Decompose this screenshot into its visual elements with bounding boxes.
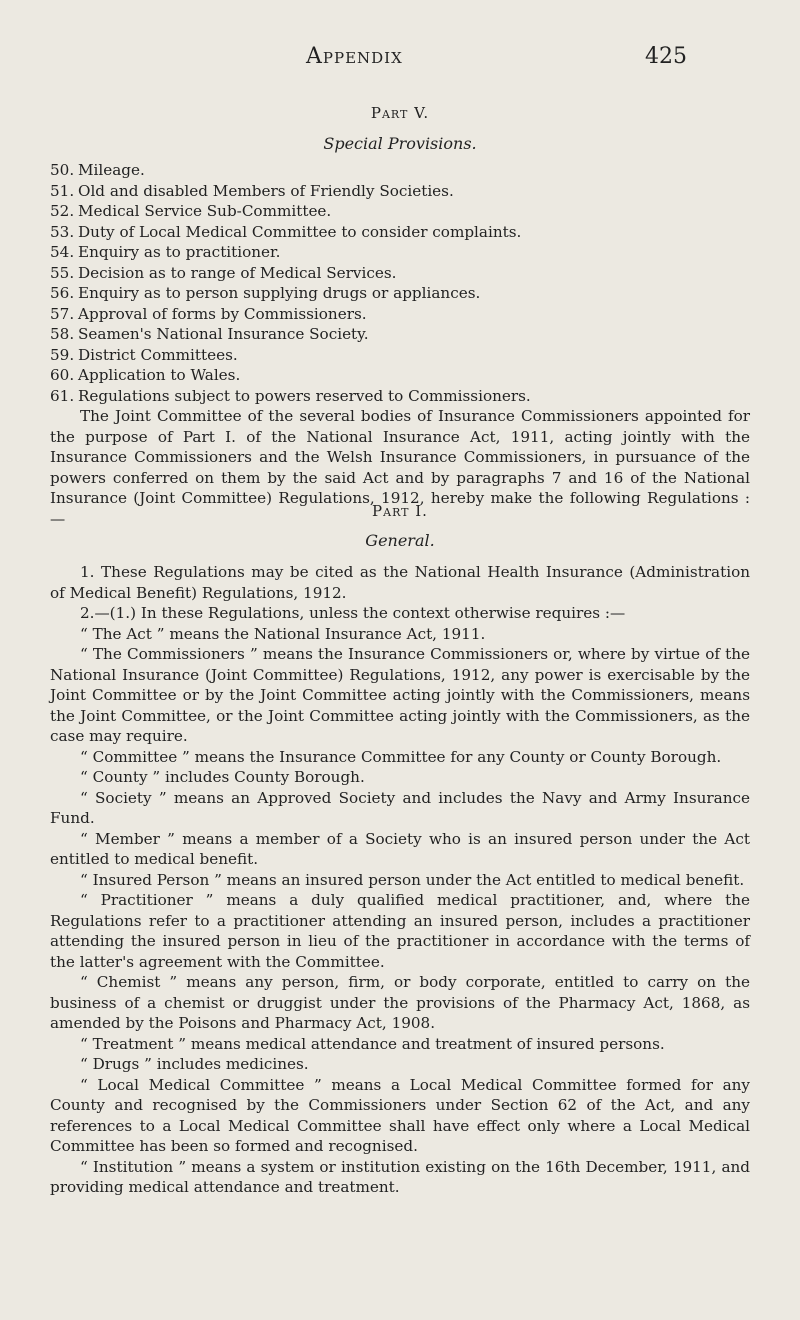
definition-treatment: “ Treatment ” means medical attendance and treatment of insured persons. bbox=[80, 1034, 665, 1053]
definition-commissioners: “ The Commissioners ” means the Insurance Commissioners or, where by virtue of the National Insurance (Joint Committee) Regulations, 1912, any power is exercisable by the Joint Committee or by the Joint Committee acting jointly with the Commissioners, means the Joint Committee, or the Joint Committee acting jointly with the Commissioners, as the case may require. bbox=[50, 645, 750, 745]
contents-item: 50. Mileage. bbox=[50, 161, 145, 179]
definition-practitioner: “ Practitioner ” means a duly qualified medical practitioner, and, where the Regulations refer to a practitioner attending an insured person, includes a practitioner attending the insured person in lieu of the practitioner in accordance with the terms of the latter's agreement with the Committee. bbox=[50, 891, 750, 971]
contents-item: 57. Approval of forms by Commissioners. bbox=[50, 304, 367, 323]
part-v-heading: Part V. bbox=[370, 104, 430, 122]
contents-item: 60. Application to Wales. bbox=[50, 366, 241, 384]
contents-item: 52. Medical Service Sub-Committee. bbox=[50, 202, 332, 220]
running-head bbox=[0, 44, 800, 74]
definition-local-medical-committee: “ Local Medical Committee ” means a Local Medical Committee formed for any County and recognised by the Commissioners under Section 62 of the Act, and any references to a Local Medical Committee shall have effect only where a Local Medical Committee has been so formed and recognised. bbox=[50, 1075, 750, 1155]
contents-item: 54. Enquiry as to practitioner. bbox=[50, 243, 281, 261]
definition-act: “ The Act ” means the National Insurance Act, 1911. bbox=[80, 624, 486, 643]
part-v-subtitle: Special Provisions. bbox=[323, 134, 477, 153]
contents-item: 61. Regulations subject to powers reserved to Commissioners. bbox=[50, 386, 531, 405]
definition-committee: “ Committee ” means the Insurance Committee for any County or County Borough. bbox=[80, 747, 722, 766]
preamble-paragraph: The Joint Committee of the several bodies of Insurance Commissioners appointed for the purpose of Part I. of the National Insurance Act, 1911, acting jointly with the Insurance Commissioners and the Welsh Insurance Commissioners, in pursuance of the powers conferred on them by the said Act and by paragraphs 7 and 16 of the National Insurance (Joint Committee) Regulations, 1912, hereby make the following Regulations :— bbox=[50, 407, 750, 528]
definition-society: “ Society ” means an Approved Society and includes the Navy and Army Insurance Fund. bbox=[50, 788, 750, 827]
contents-item: 51. Old and disabled Members of Friendly Societies. bbox=[50, 181, 454, 200]
definition-chemist: “ Chemist ” means any person, firm, or body corporate, entitled to carry on the business of a chemist or druggist under the provisions of the Pharmacy Act, 1868, as amended by the Poisons and Pharmacy Act, 1908. bbox=[50, 973, 750, 1032]
definition-institution: “ Institution ” means a system or institution existing on the 16th December, 1911, and providing medical attendance and treatment. bbox=[50, 1157, 750, 1196]
running-title: Appendix bbox=[306, 44, 403, 69]
regulations-text bbox=[50, 562, 750, 1198]
part-i-heading: Part I. bbox=[372, 502, 428, 520]
part-i-subtitle: General. bbox=[365, 531, 435, 550]
definition-drugs: “ Drugs ” includes medicines. bbox=[80, 1055, 309, 1073]
contents-list bbox=[50, 160, 750, 406]
definition-insured-person: “ Insured Person ” means an insured person under the Act entitled to medical benefit. bbox=[80, 870, 745, 889]
contents-item: 55. Decision as to range of Medical Services. bbox=[50, 263, 397, 282]
contents-item: 59. District Committees. bbox=[50, 345, 238, 364]
contents-item: 56. Enquiry as to person supplying drugs or appliances. bbox=[50, 284, 481, 302]
contents-block bbox=[50, 160, 750, 529]
page-number: 425 bbox=[645, 44, 687, 69]
contents-item: 58. Seamen's National Insurance Society. bbox=[50, 325, 369, 343]
regulation-1: 1. These Regulations may be cited as the National Health Insurance (Administration of Medical Benefit) Regulations, 1912. bbox=[50, 563, 750, 602]
definition-county: “ County ” includes County Borough. bbox=[80, 768, 365, 786]
definition-member: “ Member ” means a member of a Society who is an insured person under the Act entitled to medical benefit. bbox=[50, 829, 750, 868]
contents-item: 53. Duty of Local Medical Committee to consider complaints. bbox=[50, 222, 522, 241]
regulation-2-intro: 2.—(1.) In these Regulations, unless the context otherwise requires :— bbox=[80, 604, 626, 622]
